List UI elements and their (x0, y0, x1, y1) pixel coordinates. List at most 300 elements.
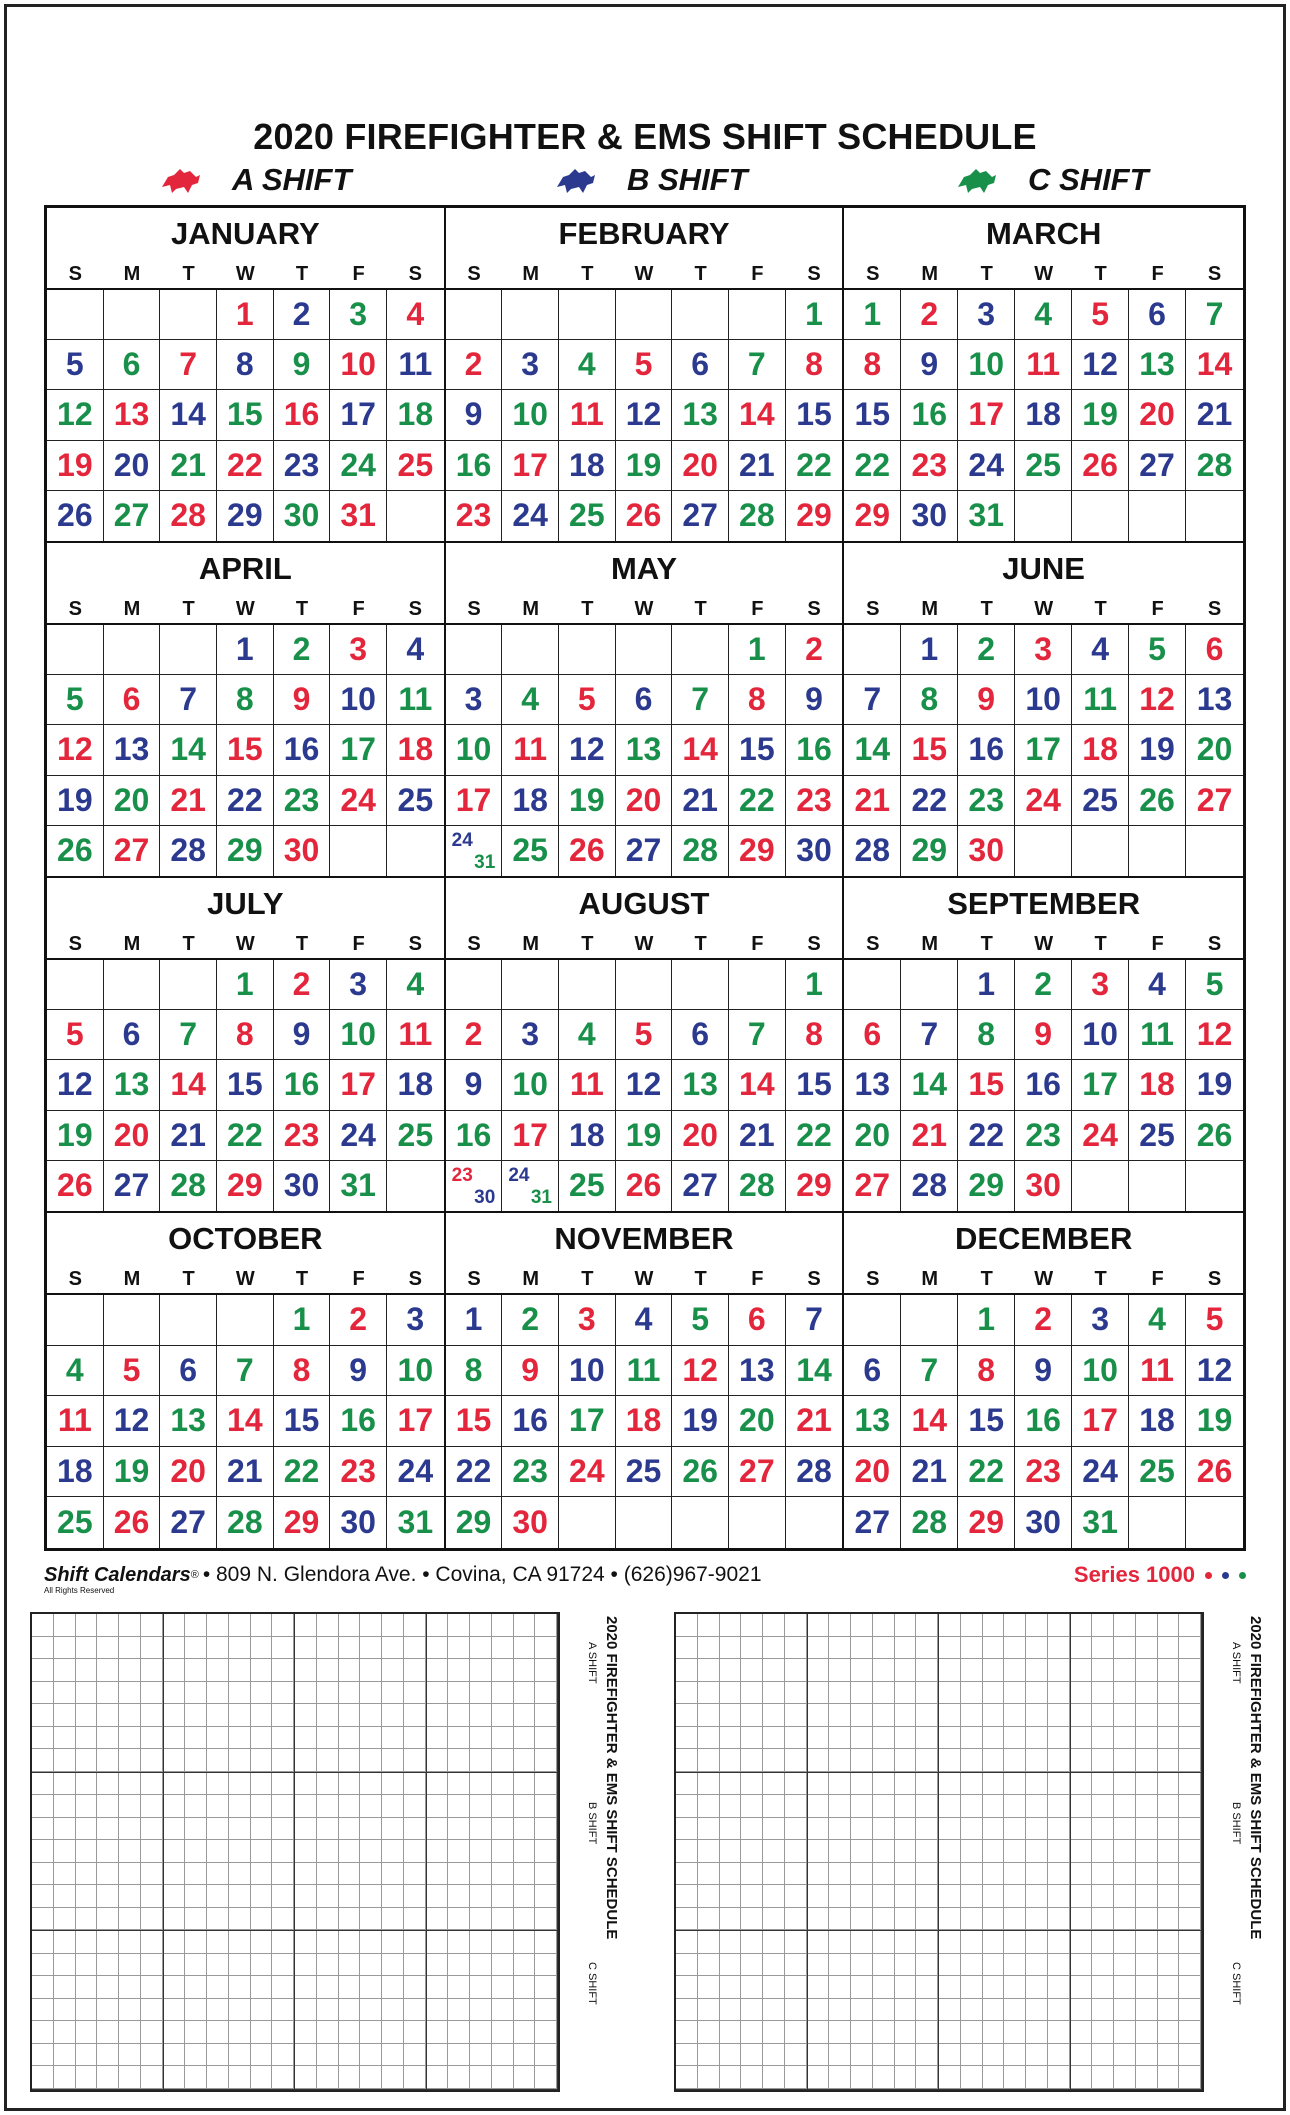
mini-day (916, 1637, 938, 1660)
mini-day (251, 1795, 273, 1818)
mini-day (873, 1818, 895, 1841)
mini-day (382, 1749, 404, 1772)
mini-day (404, 1885, 426, 1908)
mini-day (1092, 1818, 1114, 1841)
mini-day (698, 2066, 720, 2089)
mini-day (1048, 1954, 1070, 1977)
mini-day (1114, 1863, 1136, 1886)
mini-day (983, 1637, 1005, 1660)
day-cell: 3 (1015, 625, 1072, 675)
mini-day (808, 2066, 830, 2089)
mini-day (514, 1908, 536, 1931)
mini-day (339, 1659, 361, 1682)
day-cell: 31 (330, 1161, 387, 1211)
mini-day (895, 1614, 917, 1637)
mini-day (404, 1749, 426, 1772)
day-cell: 18 (559, 441, 616, 491)
day-cell: 2 (901, 290, 958, 340)
mini-day (251, 1659, 273, 1682)
day-cell: 18 (1015, 390, 1072, 440)
mini-day (382, 1863, 404, 1886)
mini-day (119, 1840, 141, 1863)
mini-day (492, 1637, 514, 1660)
day-cell: 27 (160, 1497, 217, 1548)
empty-cell (47, 1295, 104, 1346)
mini-day (119, 1795, 141, 1818)
day-cell: 13 (729, 1346, 786, 1397)
mini-day (698, 1727, 720, 1750)
mini-day (32, 1840, 54, 1863)
mini-day (851, 2044, 873, 2067)
mini-day (1071, 2066, 1093, 2089)
mini-day (1048, 1885, 1070, 1908)
mini-day (785, 1749, 807, 1772)
day-cell: 14 (786, 1346, 843, 1397)
mini-day (54, 1931, 76, 1954)
day-cell: 11 (1072, 675, 1129, 725)
day-cell: 11 (387, 340, 444, 390)
mini-day (1179, 1749, 1201, 1772)
mini-day (119, 2066, 141, 2089)
mini-day (32, 2044, 54, 2067)
mini-day (185, 2066, 207, 2089)
mini-day (404, 2044, 426, 2067)
mini-day (164, 2066, 186, 2089)
mini-day (272, 1863, 294, 1886)
mini-day (829, 1704, 851, 1727)
mini-day (916, 1727, 938, 1750)
mini-day (873, 1863, 895, 1886)
day-cell: 10 (1072, 1346, 1129, 1397)
day-cell: 13 (160, 1396, 217, 1447)
mini-day (1158, 2044, 1180, 2067)
weekday-label: F (751, 932, 764, 955)
mini-day (339, 1954, 361, 1977)
day-cell: 28 (901, 1497, 958, 1548)
month-name: MAY (610, 551, 678, 586)
mini-day (360, 1682, 382, 1705)
mini-day (427, 1954, 449, 1977)
day-cell: 29 (796, 497, 832, 534)
mini-day (1092, 1637, 1114, 1660)
mini-day (895, 1749, 917, 1772)
mini-day (470, 1885, 492, 1908)
mini-day (1114, 1908, 1136, 1931)
mini-day (983, 1863, 1005, 1886)
day-cell: 28 (217, 1497, 274, 1548)
day-cell: 12 (1186, 1010, 1243, 1060)
mini-day (873, 1931, 895, 1954)
mini-day (1092, 1795, 1114, 1818)
day-grid (844, 625, 1243, 876)
mini-day (720, 1795, 742, 1818)
mini-day (404, 1704, 426, 1727)
mini-day (873, 1954, 895, 1977)
day-cell: 9 (446, 1060, 503, 1110)
mini-day (851, 1840, 873, 1863)
day-cell: 29 (217, 491, 274, 541)
mini-day (207, 2066, 229, 2089)
day-cell: 16 (274, 725, 331, 775)
mini-day (961, 1795, 983, 1818)
mini-day (207, 2021, 229, 2044)
mini-month (32, 1773, 164, 1932)
mini-day (851, 2066, 873, 2089)
mini-day (470, 1976, 492, 1999)
mini-day (317, 1773, 339, 1796)
mini-day (382, 1908, 404, 1931)
mini-day (54, 1749, 76, 1772)
day-cell: 14 (1186, 340, 1243, 390)
mini-day (164, 1727, 186, 1750)
mini-day (32, 1614, 54, 1637)
mini-day (470, 1795, 492, 1818)
mini-day (916, 1931, 938, 1954)
mini-day (1004, 1659, 1026, 1682)
mini-day (514, 1885, 536, 1908)
day-cell: 5 (559, 675, 616, 725)
mini-day (829, 1863, 851, 1886)
day-cell: 28 (160, 826, 217, 876)
mini-day (97, 1614, 119, 1637)
mini-day (229, 2021, 251, 2044)
mini-day (272, 1795, 294, 1818)
mini-day (939, 1908, 961, 1931)
empty-cell (616, 290, 673, 340)
day-cell: 27 (729, 1447, 786, 1498)
mini-day (119, 2021, 141, 2044)
day-cell: 12 (47, 725, 104, 775)
mini-day (916, 1659, 938, 1682)
mini-day (1004, 1976, 1026, 1999)
mini-day (382, 2021, 404, 2044)
mini-day (1071, 1659, 1093, 1682)
mini-day (916, 1682, 938, 1705)
mini-day (404, 1614, 426, 1637)
mini-shift-c: C SHIFT (586, 1962, 598, 2005)
mini-day (873, 1795, 895, 1818)
mini-calendar-caption (576, 1612, 626, 2092)
mini-day (1071, 1999, 1093, 2022)
mini-day (317, 1614, 339, 1637)
mini-day (229, 1840, 251, 1863)
mini-day (1092, 1885, 1114, 1908)
mini-day (317, 2066, 339, 2089)
day-cell: 25 (1015, 441, 1072, 491)
mini-day (785, 1795, 807, 1818)
mini-day (676, 1931, 698, 1954)
mini-day (741, 1614, 763, 1637)
mini-day (251, 1818, 273, 1841)
mini-day (720, 1818, 742, 1841)
mini-day (808, 1659, 830, 1682)
mini-day (448, 1637, 470, 1660)
empty-cell (1015, 826, 1072, 876)
mini-day (961, 1704, 983, 1727)
mini-day (851, 1999, 873, 2022)
day-cell: 1 (274, 1295, 331, 1346)
weekday-label: W (1034, 262, 1054, 285)
day-cell: 13 (104, 390, 161, 440)
day-cell: 25 (47, 1497, 104, 1548)
mini-day (720, 1908, 742, 1931)
day-cell: 9 (1015, 1346, 1072, 1397)
mini-day (1092, 2021, 1114, 2044)
mini-day (272, 1885, 294, 1908)
mini-day (939, 1614, 961, 1637)
mini-day (763, 1704, 785, 1727)
mini-day (1092, 1840, 1114, 1863)
empty-cell (47, 960, 104, 1010)
mini-day (119, 1682, 141, 1705)
mini-day (141, 1863, 163, 1886)
mini-day (185, 1863, 207, 1886)
day-cell: 17 (1072, 1060, 1129, 1110)
mini-day (339, 1999, 361, 2022)
mini-day (514, 2066, 536, 2089)
weekday-label: S (68, 262, 82, 285)
mini-day (97, 1659, 119, 1682)
day-cell: 6 (1186, 625, 1243, 675)
day-cell: 11 (1015, 340, 1072, 390)
mini-day (141, 1931, 163, 1954)
mini-day (1071, 1931, 1093, 1954)
mini-day (895, 1682, 917, 1705)
mini-day (76, 1885, 98, 1908)
mini-day (1026, 1795, 1048, 1818)
mini-day (54, 1682, 76, 1705)
day-grid (47, 960, 444, 1211)
day-cell: 20 (672, 1111, 729, 1161)
month-name: AUGUST (578, 886, 710, 921)
mini-day (939, 1704, 961, 1727)
mini-day (382, 1637, 404, 1660)
day-cell: 4 (616, 1295, 673, 1346)
day-cell: 18 (1072, 725, 1129, 775)
day-cell-split (446, 826, 503, 876)
day-cell: 17 (1072, 1396, 1129, 1447)
day-cell: 21 (1186, 390, 1243, 440)
empty-cell (387, 1161, 444, 1211)
mini-day (470, 1931, 492, 1954)
mini-day (676, 2044, 698, 2067)
mini-day (873, 1682, 895, 1705)
weekday-label: T (980, 1267, 993, 1290)
day-cell: 21 (217, 1447, 274, 1498)
mini-day (32, 1637, 54, 1660)
weekday-label: S (866, 1267, 880, 1290)
mini-day (164, 1749, 186, 1772)
mini-day (1004, 1999, 1026, 2022)
mini-day (676, 1727, 698, 1750)
mini-title: 2020 FIREFIGHTER & EMS SHIFT SCHEDULE (1247, 1616, 1264, 1940)
mini-day (1179, 1976, 1201, 1999)
mini-day (492, 1773, 514, 1796)
mini-day (741, 1818, 763, 1841)
day-cell: 2 (502, 1295, 559, 1346)
mini-day (492, 1795, 514, 1818)
day-cell: 23 (786, 776, 843, 826)
mini-day (1071, 2021, 1093, 2044)
mini-day (97, 1931, 119, 1954)
mini-day (961, 1773, 983, 1796)
day-cell: 3 (1072, 960, 1129, 1010)
day-cell: 4 (502, 675, 559, 725)
day-cell: 2 (1015, 960, 1072, 1010)
day-cell: 27 (104, 491, 161, 541)
mini-day (698, 1863, 720, 1886)
weekday-label: S (68, 597, 82, 620)
mini-day (961, 1637, 983, 1660)
mini-day (741, 1840, 763, 1863)
mini-day (916, 1773, 938, 1796)
mini-day (295, 2066, 317, 2089)
mini-day (916, 1749, 938, 1772)
mini-day (916, 1999, 938, 2022)
day-cell: 2 (1015, 1295, 1072, 1346)
weekday-label: S (467, 262, 481, 285)
mini-day (763, 1840, 785, 1863)
horse-rider-icon (553, 165, 599, 195)
shift-a-legend (158, 160, 351, 200)
empty-cell (160, 1295, 217, 1346)
mini-day (272, 2021, 294, 2044)
shift-c-label: C SHIFT (1028, 162, 1149, 197)
day-cell: 21 (160, 441, 217, 491)
mini-day (448, 1773, 470, 1796)
weekday-label: T (182, 597, 195, 620)
mini-day (339, 1682, 361, 1705)
mini-day (164, 1818, 186, 1841)
month-november (446, 1213, 845, 1548)
mini-day (448, 1908, 470, 1931)
empty-cell (616, 1497, 673, 1548)
mini-day (251, 1682, 273, 1705)
mini-day (514, 2021, 536, 2044)
mini-day (829, 1637, 851, 1660)
day-cell: 12 (672, 1346, 729, 1397)
mini-day (916, 1885, 938, 1908)
mini-day (873, 1637, 895, 1660)
mini-day (829, 1795, 851, 1818)
mini-day (317, 1863, 339, 1886)
weekday-label: T (295, 597, 309, 620)
month-name: JULY (207, 886, 284, 921)
mini-day (448, 1931, 470, 1954)
day-cell: 7 (672, 675, 729, 725)
empty-cell (616, 960, 673, 1010)
mini-day (1158, 1682, 1180, 1705)
mini-day (382, 1659, 404, 1682)
mini-day (295, 1863, 317, 1886)
mini-day (851, 2021, 873, 2044)
mini-day (272, 1614, 294, 1637)
mini-day (895, 1976, 917, 1999)
mini-day (141, 1999, 163, 2022)
mini-day (785, 1885, 807, 1908)
weekday-label: W (634, 597, 654, 620)
mini-day (1136, 1885, 1158, 1908)
day-cell: 9 (274, 340, 331, 390)
mini-day (97, 1749, 119, 1772)
day-cell: 12 (1072, 340, 1129, 390)
mini-day (1048, 1999, 1070, 2022)
mini-day (741, 1908, 763, 1931)
mini-day (229, 1863, 251, 1886)
month-july (47, 878, 446, 1213)
mini-day (851, 1749, 873, 1772)
day-cell: 15 (958, 1396, 1015, 1447)
mini-day (185, 1727, 207, 1750)
mini-day (1004, 1614, 1026, 1637)
mini-day (251, 1727, 273, 1750)
mini-day (1004, 1749, 1026, 1772)
mini-day (32, 1818, 54, 1841)
mini-day (698, 1682, 720, 1705)
day-cell: 27 (844, 1161, 901, 1211)
mini-day (164, 1659, 186, 1682)
day-cell: 5 (1129, 625, 1186, 675)
day-cell: 24 (330, 1111, 387, 1161)
mini-day (492, 1749, 514, 1772)
mini-day (492, 1727, 514, 1750)
mini-day (229, 1749, 251, 1772)
mini-day (1179, 1908, 1201, 1931)
mini-day (1114, 2044, 1136, 2067)
day-number: 23 (451, 1164, 473, 1186)
day-cell: 13 (844, 1060, 901, 1110)
mini-day (1136, 1840, 1158, 1863)
mini-day (229, 1659, 251, 1682)
mini-day (164, 1682, 186, 1705)
mini-day (1114, 1659, 1136, 1682)
weekday-label: W (634, 262, 654, 285)
mini-day (360, 1637, 382, 1660)
day-cell: 12 (47, 390, 104, 440)
mini-day (1179, 1682, 1201, 1705)
mini-day (676, 1908, 698, 1931)
mini-day (851, 1704, 873, 1727)
mini-day (141, 1659, 163, 1682)
mini-day (1026, 1637, 1048, 1660)
mini-day (514, 1999, 536, 2022)
mini-day (873, 1999, 895, 2022)
mini-day (676, 1749, 698, 1772)
weekday-label: S (807, 932, 821, 955)
mini-day (939, 1749, 961, 1772)
mini-day (360, 1999, 382, 2022)
day-cell: 14 (672, 725, 729, 775)
empty-cell (786, 1497, 843, 1548)
mini-day (141, 2044, 163, 2067)
mini-day (251, 1863, 273, 1886)
mini-day (32, 1976, 54, 1999)
mini-day (741, 1659, 763, 1682)
mini-day (808, 1976, 830, 1999)
mini-day (229, 2044, 251, 2067)
mini-day (785, 1659, 807, 1682)
mini-day (427, 1976, 449, 1999)
mini-day (720, 1773, 742, 1796)
mini-day (251, 2021, 273, 2044)
weekday-header (844, 1265, 1243, 1295)
empty-cell (104, 960, 161, 1010)
mini-day (851, 1614, 873, 1637)
day-cell: 19 (616, 441, 673, 491)
mini-day (470, 1773, 492, 1796)
mini-day (251, 1749, 273, 1772)
day-cell: 10 (330, 340, 387, 390)
